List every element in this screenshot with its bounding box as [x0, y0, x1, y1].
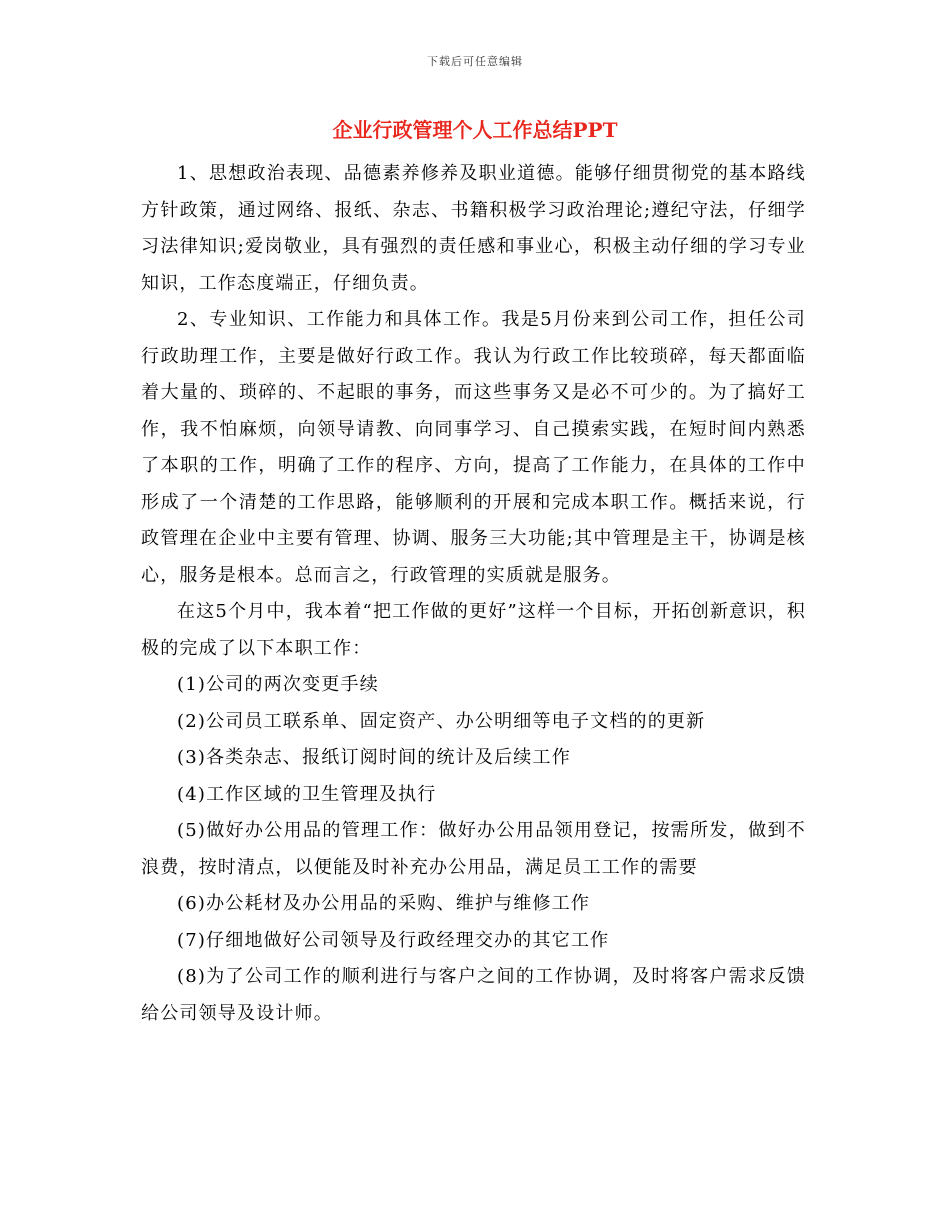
list-item-1: (1)公司的两次变更手续: [177, 674, 379, 695]
list-item-3: (3)各类杂志、报纸订阅时间的统计及后续工作: [177, 747, 571, 768]
list-item-7: (7)仔细地做好公司领导及行政经理交办的其它工作: [177, 929, 610, 951]
list-item-2: (2)公司员工联系单、固定资产、办公明细等电子文档的的更新: [177, 710, 706, 732]
header-note: 下载后可任意编辑: [427, 55, 523, 68]
list-item-4: (4)工作区域的卫生管理及执行: [177, 783, 437, 805]
paragraph-1: 1、思想政治表现、品德素养修养及职业道德。能够仔细贯彻党的基本路线方针政策，通过网络、报纸、杂志、书籍积极学习政治理论;遵纪守法，仔细学习法律知识;爱岗敬业，具有强烈的责任感和事业心，积极主动仔细的学习专业知识，工作态度端正，仔细负责。: [141, 163, 806, 294]
document-title: 企业行政管理个人工作总结PPT: [332, 118, 618, 142]
list-item-5: (5)做好办公用品的管理工作：做好办公用品领用登记，按需所发，做到不浪费，按时清点，以便能及时补充办公用品，满足员工工作的需要: [141, 820, 806, 878]
list-item-8: (8)为了公司工作的顺利进行与客户之间的工作协调，及时将客户需求反馈给公司领导及设计师。: [141, 966, 806, 1024]
document-body: [141, 156, 806, 1032]
list-item-6: (6)办公耗材及办公用品的采购、维护与维修工作: [177, 893, 591, 914]
paragraph-2: 2、专业知识、工作能力和具体工作。我是5月份来到公司工作，担任公司行政助理工作，主要是做好行政工作。我认为行政工作比较琐碎，每天都面临着大量的、琐碎的、不起眼的事务，而这些事务又是必不可少的。为了搞好工作，我不怕麻烦，向领导请教、向同事学习、自己摸索实践，在短时间内熟悉了本职的工作，明确了工作的程序、方向，提高了工作能力，在具体的工作中形成了一个清楚的工作思路，能够顺利的开展和完成本职工作。概括来说，行政管理在企业中主要有管理、协调、服务三大功能;其中管理是主干，协调是核心，服务是根本。总而言之，行政管理的实质就是服务。: [141, 309, 806, 586]
paragraph-3: 在这5个月中，我本着“把工作做的更好”这样一个目标，开拓创新意识，积极的完成了以下本职工作：: [141, 601, 806, 659]
